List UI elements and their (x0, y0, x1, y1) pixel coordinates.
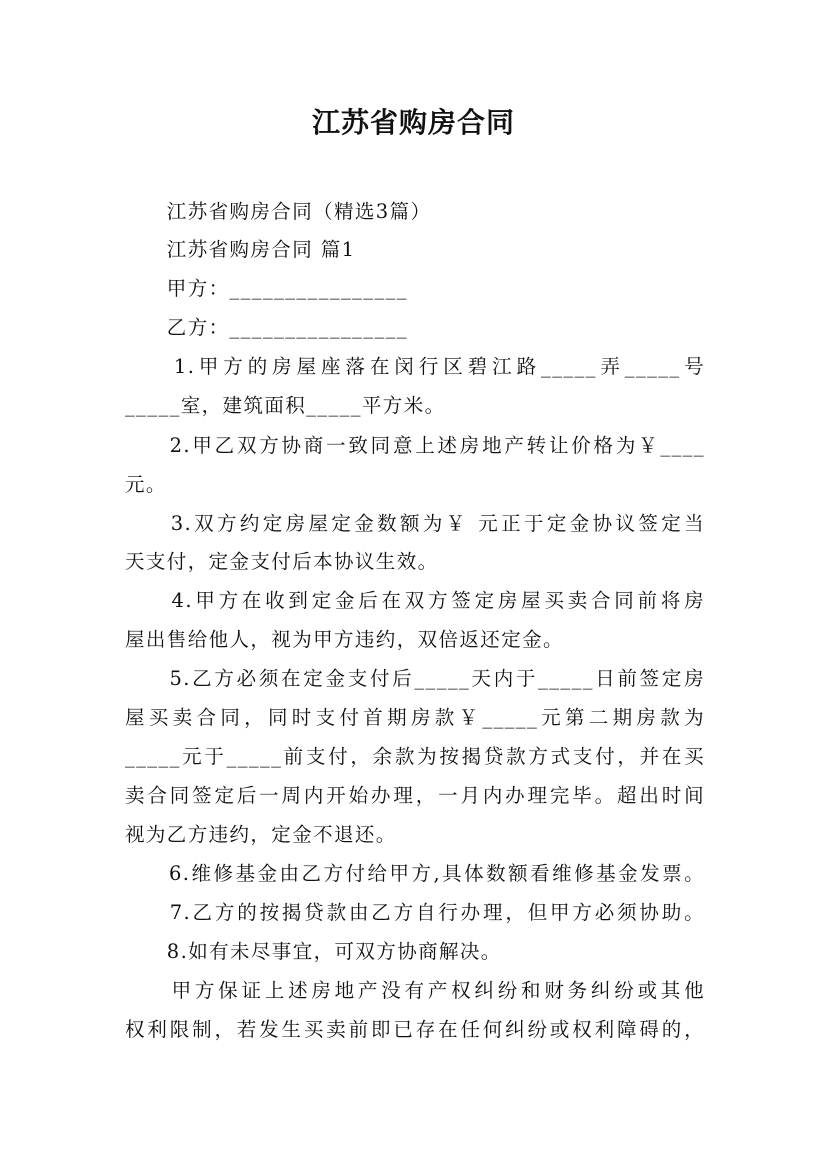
doc-line-guarantee-a: 甲方保证上述房地产没有产权纠纷和财务纠纷或其他 (125, 979, 705, 1002)
doc-line-subtitle: 江苏省购房合同（精选3篇） (125, 200, 432, 223)
doc-line-clause-1b: _____室，建筑面积_____平方米。 (125, 394, 446, 417)
doc-line-clause-5e: 视为乙方违约，定金不退还。 (125, 823, 397, 846)
doc-line-clause-5c: _____元于_____前支付，余款为按揭贷款方式支付，并在买 (125, 745, 705, 768)
doc-line-clause-5a: 5.乙方必须在定金支付后_____天内于_____日前签定房 (125, 667, 705, 690)
doc-line-clause-2b: 元。 (125, 473, 167, 496)
doc-line-clause-8: 8.如有未尽事宜，可双方协商解决。 (125, 940, 502, 963)
doc-line-clause-2a: 2.甲乙双方协商一致同意上述房地产转让价格为￥____ (125, 434, 705, 457)
doc-line-clause-1a: 1.甲方的房屋座落在闵行区碧江路_____弄_____号 (125, 355, 705, 378)
doc-line-section-heading: 江苏省购房合同 篇1 (125, 238, 356, 261)
doc-line-clause-3a: 3.双方约定房屋定金数额为￥ 元正于定金协议签定当 (125, 512, 705, 535)
doc-line-clause-7: 7.乙方的按揭贷款由乙方自行办理，但甲方必须协助。 (125, 901, 705, 924)
doc-line-clause-3b: 天支付，定金支付后本协议生效。 (125, 550, 439, 573)
doc-line-clause-4b: 屋出售给他人，视为甲方违约，双倍返还定金。 (125, 628, 564, 651)
document-title: 江苏省购房合同 (311, 106, 515, 139)
doc-line-clause-5d: 卖合同签定后一周内开始办理，一月内办理完毕。超出时间 (125, 784, 705, 807)
doc-line-clause-6: 6.维修基金由乙方付给甲方,具体数额看维修基金发票。 (125, 862, 705, 885)
doc-line-guarantee-b: 权利限制，若发生买卖前即已存在任何纠纷或权利障碍的， (125, 1018, 705, 1041)
doc-line-clause-5b: 屋买卖合同，同时支付首期房款￥_____元第二期房款为 (125, 706, 705, 729)
doc-line-party-b: 乙方：________________ (125, 316, 408, 339)
doc-line-clause-4a: 4.甲方在收到定金后在双方签定房屋买卖合同前将房 (125, 589, 705, 612)
doc-line-party-a: 甲方：________________ (125, 277, 408, 300)
